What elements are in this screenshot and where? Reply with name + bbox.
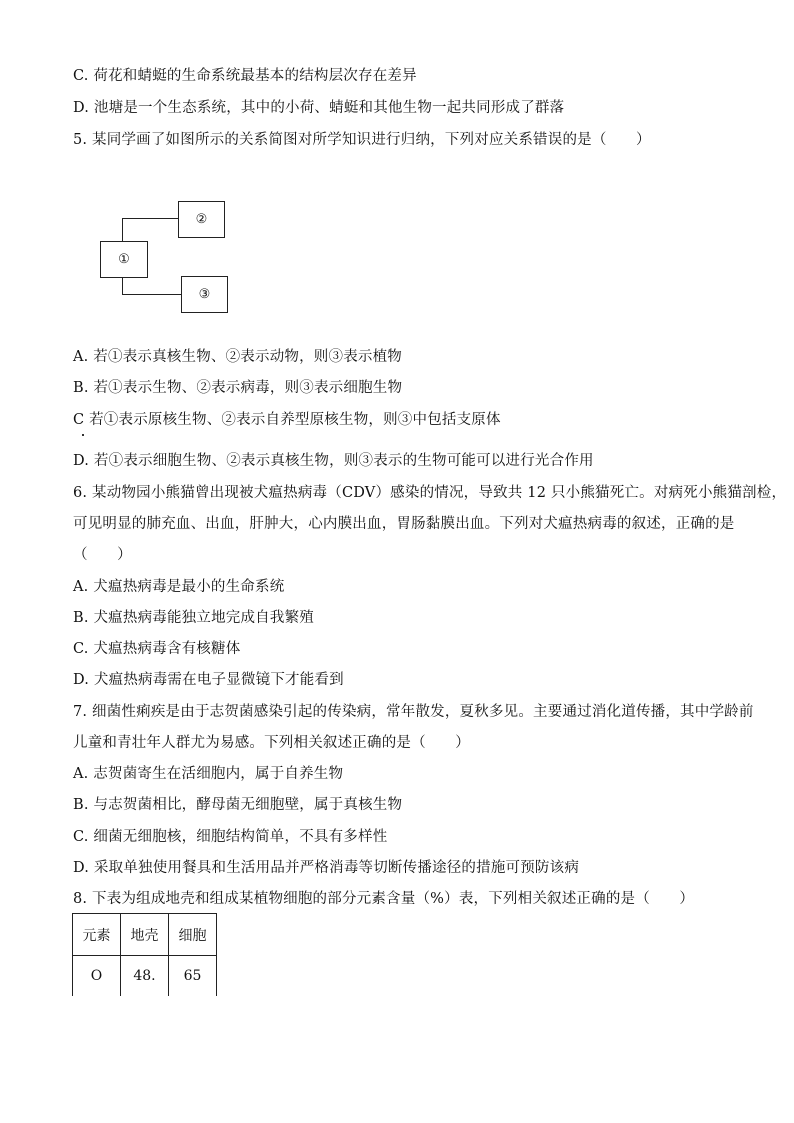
table-cell: 65 <box>169 956 217 997</box>
option-5c: C 若①表示原核生物、②表示自养型原核生物，则③中包括支原体 <box>73 412 501 428</box>
option-6c: C. 犬瘟热病毒含有核糖体 <box>73 641 241 657</box>
table-header-cell: 细胞 <box>169 914 217 956</box>
option-6b: B. 犬瘟热病毒能独立地完成自我繁殖 <box>73 610 314 626</box>
question-6-line-1: 6. 某动物园小熊猫曾出现被犬瘟热病毒（CDV）感染的情况，导致共 12 只小熊猫死亡。对病死小熊猫剖检， <box>73 485 787 501</box>
element-content-table <box>72 913 217 996</box>
connector-vertical-down <box>122 277 123 294</box>
stray-mark <box>82 434 84 436</box>
option-5d: D. 若①表示细胞生物、②表示真核生物，则③表示的生物可能可以进行光合作用 <box>73 453 594 469</box>
option-7a: A. 志贺菌寄生在活细胞内，属于自养生物 <box>73 766 344 782</box>
connector-horizontal-bottom <box>122 294 182 295</box>
question-5: 5. 某同学画了如图所示的关系简图对所学知识进行归纳，下列对应关系错误的是（ ） <box>73 132 651 148</box>
diagram-box-1: ① <box>100 241 148 278</box>
option-7c: C. 细菌无细胞核，细胞结构简单，不具有多样性 <box>73 829 388 845</box>
option-7b: B. 与志贺菌相比，酵母菌无细胞壁，属于真核生物 <box>73 797 403 813</box>
question-6-line-2: 可见明显的肺充血、出血，肝肿大，心内膜出血，胃肠黏膜出血。下列对犬瘟热病毒的叙述，正确的是 <box>73 516 735 532</box>
option-6a: A. 犬瘟热病毒是最小的生命系统 <box>73 579 285 595</box>
question-6-line-3: （ ） <box>73 547 132 563</box>
diagram-box-3: ③ <box>181 276 228 313</box>
table-cell: O <box>73 956 121 997</box>
question-7-line-1: 7. 细菌性痢疾是由于志贺菌感染引起的传染病，常年散发，夏秋多见。主要通过消化道传播，其中学龄前 <box>73 704 754 720</box>
option-5b: B. 若①表示生物、②表示病毒，则③表示细胞生物 <box>73 380 403 396</box>
question-7-line-2: 儿童和青壮年人群尤为易感。下列相关叙述正确的是（ ） <box>73 735 470 751</box>
line-4d: D. 池塘是一个生态系统，其中的小荷、蜻蜓和其他生物一起共同形成了群落 <box>73 100 565 116</box>
table-cell: 48. <box>121 956 169 997</box>
table-header-cell: 地壳 <box>121 914 169 956</box>
line-4c: C. 荷花和蜻蜓的生命系统最基本的结构层次存在差异 <box>73 68 417 84</box>
table-row <box>73 956 217 997</box>
option-5a: A. 若①表示真核生物、②表示动物，则③表示植物 <box>73 349 402 365</box>
option-7d: D. 采取单独使用餐具和生活用品并严格消毒等切断传播途径的措施可预防该病 <box>73 860 580 876</box>
diagram-box-2: ② <box>178 201 225 238</box>
question-8: 8. 下表为组成地壳和组成某植物细胞的部分元素含量（%）表，下列相关叙述正确的是（ ） <box>73 891 695 907</box>
option-6d: D. 犬瘟热病毒需在电子显微镜下才能看到 <box>73 672 344 688</box>
connector-horizontal-top <box>122 218 179 219</box>
table-header-cell: 元素 <box>73 914 121 956</box>
relationship-diagram <box>100 200 240 315</box>
connector-vertical-up <box>122 218 123 242</box>
table-header-row <box>73 914 217 956</box>
